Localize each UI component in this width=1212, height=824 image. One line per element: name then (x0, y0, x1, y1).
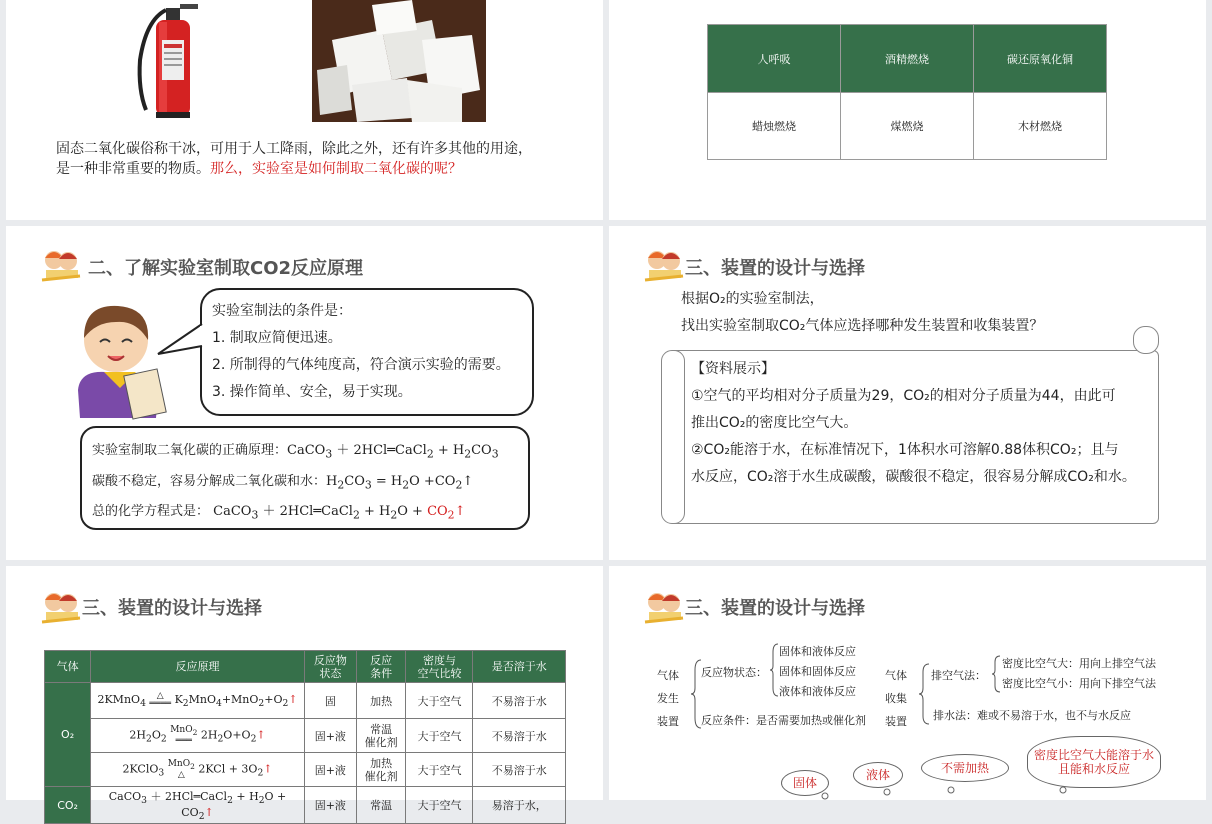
reactant-list (779, 642, 856, 702)
cloud-dots (809, 788, 1089, 802)
gas-comparison-table (44, 650, 566, 824)
slide-co2-sources[interactable] (609, 0, 1206, 220)
label-char: 装置 (657, 715, 679, 728)
reaction-equation: CaCO$_3$ ＋ 2HCl═CaCl$_2$ + $H_2O$ + $CO_2↑$ (91, 787, 305, 824)
reactant-item: 固体和固体反应 (779, 665, 856, 678)
air-method-item: 密度比空气小：用向下排空气法 (1002, 677, 1156, 690)
cloud-density: 密度比空气大能溶于水且能和水反应 (1027, 736, 1161, 788)
table-cell: 固+液 (304, 719, 356, 753)
brace-icon (991, 654, 1001, 694)
table-header: 是否溶于水 (473, 651, 566, 683)
label-char: 发生 (657, 692, 679, 705)
bubble-item: 1. 制取应简便迅速。 (212, 330, 342, 346)
equation-line (92, 468, 499, 499)
scroll-content (691, 356, 1136, 491)
table-cell: 木材燃烧 (974, 93, 1107, 160)
table-cell: 加热 催化剂 (356, 753, 406, 787)
scroll-line: ①空气的平均相对分子质量为29，CO₂的相对分子质量为44，由此可 (691, 388, 1116, 404)
paragraph-line2 (56, 159, 596, 179)
dry-ice-image (312, 0, 486, 122)
table-header: 反应 条件 (356, 651, 406, 683)
reaction-equation: 2KMnO$_4$ △ ════ $K_2MnO_4+MnO_2+O_2↑$ (91, 683, 305, 719)
paragraph-line1: 固态二氧化碳俗称干冰，可用于人工降雨，除此之外，还有许多其他的用途， (56, 141, 532, 157)
conditions-bubble (200, 288, 534, 416)
table-cell: 大于空气 (406, 683, 473, 719)
scroll-line: 推出CO₂的密度比空气大。 (691, 415, 858, 431)
table-cell: 不易溶于水 (473, 683, 566, 719)
equation-formula: $H_2CO_3 = H_2O$ $+CO_2↑$ (326, 473, 474, 492)
section-title: 三、装置的设计与选择 (685, 598, 865, 619)
reaction-equation: 2KClO$_3$ MnO$_2$ △ $2KCl + 3O_2↑$ (91, 753, 305, 787)
table-header: 气体 (45, 651, 91, 683)
scroll-roll-right (1133, 326, 1159, 354)
cloud-no-heating: 不需加热 (921, 754, 1009, 782)
reactant-item: 液体和液体反应 (779, 685, 856, 698)
table-cell: 蜡烛燃烧 (708, 93, 841, 160)
equation-line (92, 437, 499, 468)
kids-reading-icon (643, 246, 685, 284)
table-header: 反应原理 (91, 651, 305, 683)
label-char: 气体 (885, 669, 907, 682)
kids-reading-icon (643, 588, 685, 626)
table-cell: 不易溶于水 (473, 753, 566, 787)
reactant-state-label: 反应物状态： (701, 666, 767, 679)
table-header: 密度与 空气比较 (406, 651, 473, 683)
condition-text: 反应条件：是否需要加热或催化剂 (701, 714, 866, 727)
question-text: 那么，实验室是如何制取二氧化碳的呢？ (210, 161, 462, 177)
section-title: 三、装置的设计与选择 (82, 598, 262, 619)
label-char: 装置 (885, 715, 907, 728)
table-header: 反应物 状态 (304, 651, 356, 683)
table-cell: 碳还原氧化铜 (974, 25, 1107, 93)
kids-reading-icon (40, 588, 82, 626)
intro-line: 找出实验室制取CO₂气体应选择哪种发生装置和收集装置？ (681, 318, 1044, 334)
table-cell: 加热 (356, 683, 406, 719)
table-cell: 固+液 (304, 753, 356, 787)
table-cell: 易溶于水， (473, 787, 566, 824)
kids-reading-icon (40, 246, 82, 284)
scroll-line: 水反应，CO₂溶于水生成碳酸，碳酸很不稳定，很容易分解成CO₂和水。 (691, 469, 1136, 485)
scroll-roll-left (661, 350, 685, 524)
slide-comparison-table[interactable] (6, 566, 603, 823)
dry-ice-paragraph (56, 139, 596, 179)
collection-device-label (885, 664, 907, 733)
label-char: 收集 (885, 692, 907, 705)
slide-reaction-principle[interactable] (6, 226, 603, 560)
slide-dry-ice[interactable] (6, 0, 603, 220)
table-cell: 大于空气 (406, 753, 473, 787)
gas-cell-o2: O₂ (45, 683, 91, 787)
bubble-tail (156, 322, 206, 362)
reactant-item: 固体和液体反应 (779, 645, 856, 658)
table-cell: 煤燃烧 (841, 93, 974, 160)
table-cell: 大于空气 (406, 787, 473, 824)
table-cell: 固+液 (304, 787, 356, 824)
table-cell: 人呼吸 (708, 25, 841, 93)
water-method-text: 排水法：难或不易溶于水，也不与水反应 (933, 709, 1131, 722)
table-cell: 固 (304, 683, 356, 719)
bubble-title: 实验室制法的条件是： (212, 303, 352, 319)
section-title: 二、了解实验室制取CO2反应原理 (88, 258, 364, 279)
brace-icon (769, 642, 779, 698)
air-method-list (1002, 654, 1156, 694)
slide-device-selection-info[interactable] (609, 226, 1206, 560)
scroll-line: ②CO₂能溶于水，在标准情况下，1体积水可溶解0.88体积CO₂；且与 (691, 442, 1119, 458)
equation-label: 碳酸不稳定，容易分解成二氧化碳和水： (92, 473, 327, 489)
co2-source-table (707, 24, 1107, 160)
cloud-liquid: 液体 (853, 762, 903, 788)
equation-formula: CaCO$_3$ ＋ 2HCl═CaCl$_2$ + $H_2CO_3$ (287, 443, 499, 461)
paragraph-line2-text: 是一种非常重要的物质。 (56, 161, 210, 177)
boy-illustration (70, 300, 190, 424)
table-cell: 常温 催化剂 (356, 719, 406, 753)
gas-cell-co2: CO₂ (45, 787, 91, 824)
reaction-equation: $2H_2O_2$ MnO$_2$ ═══ $2H_2O+O_2↑$ (91, 719, 305, 753)
fire-extinguisher-image (126, 0, 216, 120)
cloud-solid: 固体 (781, 770, 829, 796)
slide-device-summary[interactable] (609, 566, 1206, 800)
equation-formula: CaCO$_3$ ＋ 2HCl═CaCl$_2$ + $H_2O$ + $CO_2↑$ (209, 504, 466, 522)
section-title: 三、装置的设计与选择 (685, 258, 865, 279)
equation-label: 实验室制取二氧化碳的正确原理： (92, 443, 288, 458)
air-method-label: 排空气法： (931, 669, 986, 682)
generation-device-label (657, 664, 679, 733)
intro-text (681, 286, 1043, 340)
table-cell: 不易溶于水 (473, 719, 566, 753)
table-cell: 酒精燃烧 (841, 25, 974, 93)
equation-line (92, 498, 499, 529)
bubble-item: 2. 所制得的气体纯度高，符合演示实验的需要。 (212, 357, 510, 373)
table-cell: 常温 (356, 787, 406, 824)
brace-icon (917, 662, 931, 726)
equation-label: 总的化学方程式是： (92, 504, 210, 520)
intro-line: 根据O₂的实验室制法， (681, 291, 824, 307)
label-char: 气体 (657, 669, 679, 682)
table-cell: 大于空气 (406, 719, 473, 753)
equation-box (80, 426, 530, 530)
bubble-item: 3. 操作简单、安全，易于实现。 (212, 384, 412, 400)
scroll-title: 【资料展示】 (691, 361, 775, 377)
air-method-item: 密度比空气大：用向上排空气法 (1002, 657, 1156, 670)
